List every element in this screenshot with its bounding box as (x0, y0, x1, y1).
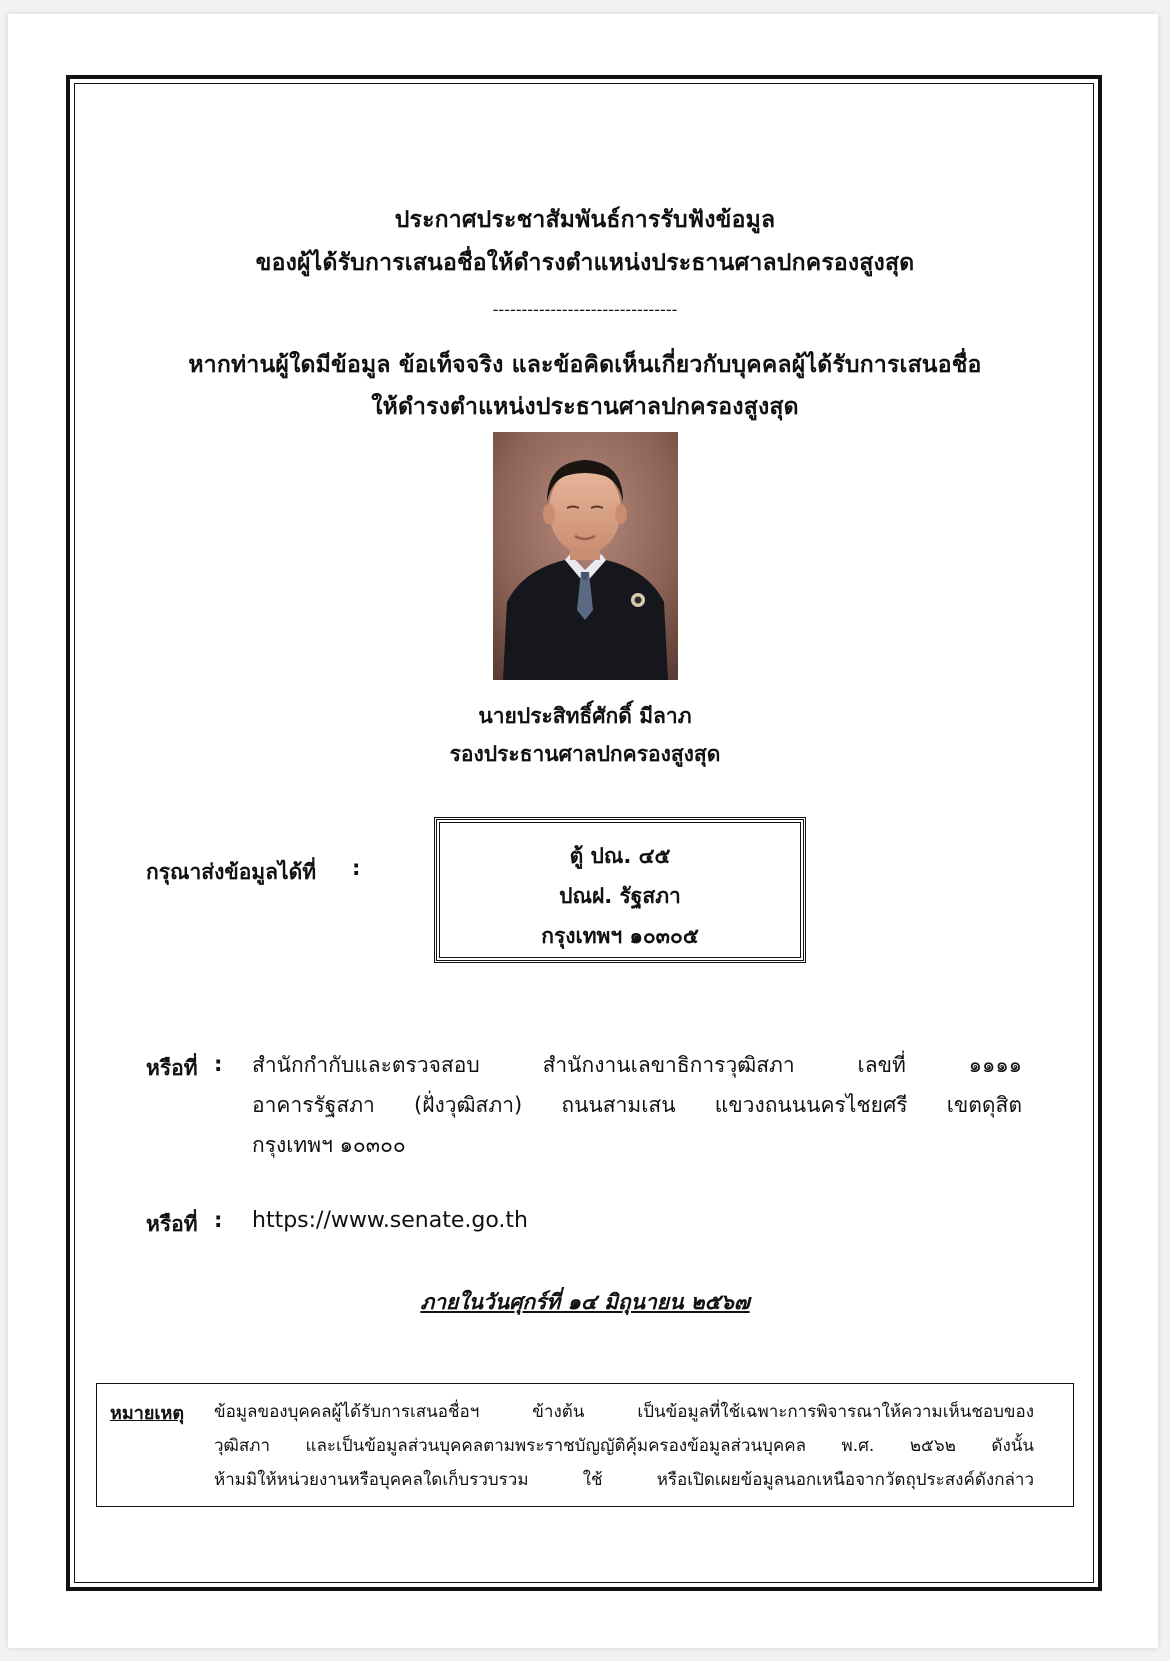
address-line: ปณฝ. รัฐสภา (559, 884, 681, 908)
alternative-label: หรือที่ (146, 1212, 198, 1236)
senate-website-link[interactable]: https://www.senate.go.th (252, 1208, 528, 1233)
address-line: กรุงเทพฯ ๑๐๓๐๕ (541, 924, 699, 948)
note-line: วุฒิสภา และเป็นข้อมูลส่วนบุคคลตามพระราชบัญญัติคุ้มครองข้อมูลส่วนบุคคล พ.ศ. ๒๕๖๒ ดังนั้น (214, 1436, 1034, 1456)
subtitle-line-1: หากท่านผู้ใดมีข้อมูล ข้อเท็จจริง และข้อคิดเห็นเกี่ยวกับบุคคลผู้ได้รับการเสนอชื่อ (188, 352, 982, 378)
send-info-label: กรุณาส่งข้อมูลได้ที่ (146, 860, 317, 884)
alternative-label: หรือที่ (146, 1056, 198, 1080)
subtitle-line-2: ให้ดำรงตำแหน่งประธานศาลปกครองสูงสุด (371, 394, 799, 420)
alternative-colon: : (214, 1208, 223, 1232)
nominee-name: นายประสิทธิ์ศักดิ์ มีลาภ (478, 704, 692, 728)
note-line: ข้อมูลของบุคคลผู้ได้รับการเสนอชื่อฯ ข้างต้น เป็นข้อมูลที่ใช้เฉพาะการพิจารณาให้ความเห็นชอบของ (214, 1402, 1034, 1422)
office-address-line: อาคารรัฐสภา (ฝั่งวุฒิสภา) ถนนสามเสน แขวงถนนนครไชยศรี เขตดุสิต (252, 1093, 1022, 1117)
address-line: ตู้ ปณ. ๔๕ (569, 844, 671, 868)
office-address-line: กรุงเทพฯ ๑๐๓๐๐ (252, 1133, 406, 1157)
note-line: ห้ามมิให้หน่วยงานหรือบุคคลใดเก็บรวบรวม ใช้ หรือเปิดเผยข้อมูลนอกเหนือจากวัตถุประสงค์ดังกล่าว (214, 1470, 1034, 1490)
send-info-colon: : (352, 856, 361, 880)
divider-line: -------------------------------- (492, 300, 678, 319)
alternative-colon: : (214, 1052, 223, 1076)
nominee-position: รองประธานศาลปกครองสูงสุด (449, 742, 721, 766)
title-line-2: ของผู้ได้รับการเสนอชื่อให้ดำรงตำแหน่งประธานศาลปกครองสูงสุด (255, 250, 915, 276)
postal-address-box (434, 817, 806, 963)
nominee-photo (493, 432, 678, 680)
deadline-date: ภายในวันศุกร์ที่ ๑๔ มิถุนายน ๒๕๖๗ (420, 1290, 750, 1314)
note-label: หมายเหตุ (110, 1403, 185, 1424)
office-address-line: สำนักกำกับและตรวจสอบ สำนักงานเลขาธิการวุฒิสภา เลขที่ ๑๑๑๑ (252, 1053, 1022, 1077)
title-line-1: ประกาศประชาสัมพันธ์การรับฟังข้อมูล (394, 207, 776, 233)
